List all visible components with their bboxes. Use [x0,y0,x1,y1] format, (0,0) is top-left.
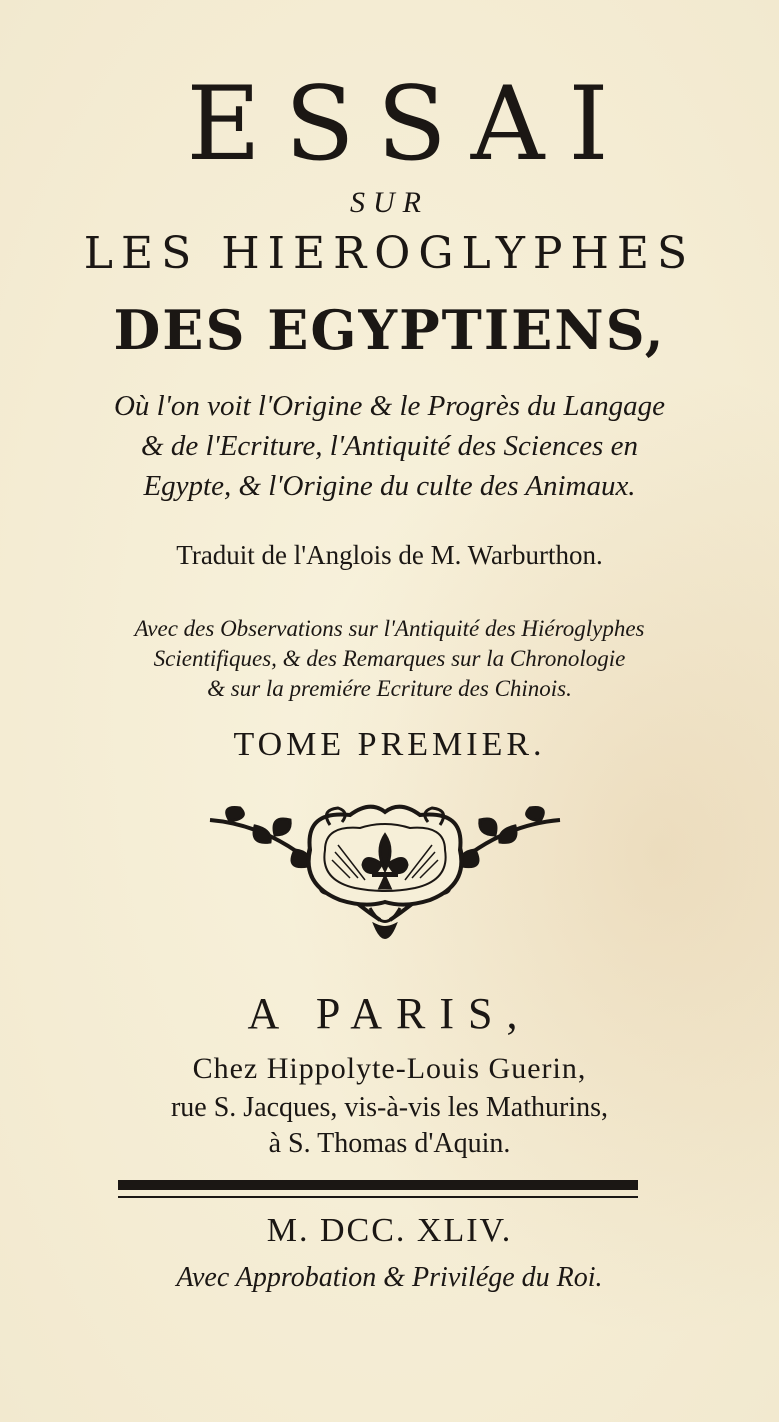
divider-rule [118,1196,638,1198]
fleur-de-lis-cartouche-icon [200,790,570,955]
description-line: Egypte, & l'Origine du culte des Animaux. [143,470,636,502]
imprint-city: A PARIS, [247,989,532,1038]
publisher-address: à S. Thomas d'Aquin. [268,1128,511,1159]
subtitle-line-2: DES EGYPTIENS, [113,298,666,362]
subtitle-line-1: LES HIEROGLYPHES [83,228,696,279]
publisher-name: Chez Hippolyte-Louis Guerin, [192,1052,587,1085]
publisher-address: rue S. Jacques, vis-à-vis les Mathurins, [170,1092,609,1123]
description-line: Où l'on voit l'Origine & le Progrès du Langage [113,390,665,422]
description-line: & de l'Ecriture, l'Antiquité des Sciences en [141,430,638,462]
observations-line: Scientifiques, & des Remarques sur la Chronologie [153,646,626,671]
divider-rule [118,1180,638,1190]
royal-privilege: Avec Approbation & Privilége du Roi. [176,1262,603,1293]
volume-label: TOME PREMIER. [233,726,546,763]
translation-credit: Traduit de l'Anglois de M. Warburthon. [176,540,603,570]
book-title: ESSAI [186,65,633,184]
observations-line: Avec des Observations sur l'Antiquité des Hiéroglyphes [134,616,645,641]
observations-line: & sur la premiére Ecriture des Chinois. [207,676,572,701]
publication-year: M. DCC. XLIV. [266,1212,513,1249]
title-connector: SUR [350,186,429,219]
